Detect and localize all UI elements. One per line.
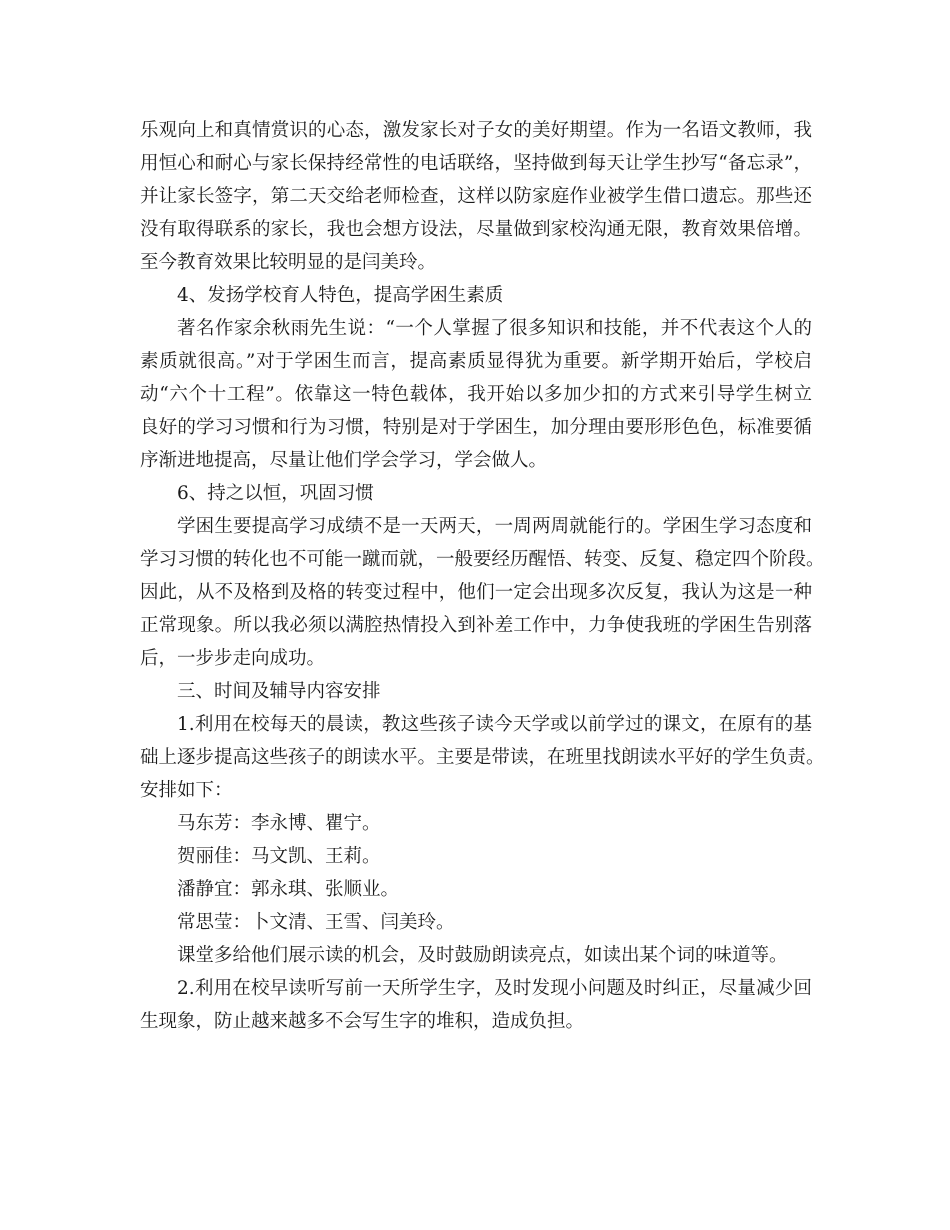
text-line: 著名作家余秋雨先生说：“一个人掌握了很多知识和技能，并不代表这个人的 [177, 318, 812, 339]
text-line: 1.利用在校每天的晨读，教这些孩子读今天学或以前学过的课文，在原有的基 [177, 714, 812, 735]
text-line: 学困生要提高学习成绩不是一天两天，一周两周就能行的。学困生学习态度和 [177, 516, 812, 537]
section-heading: 4、发扬学校育人特色，提高学困生素质 [177, 285, 504, 306]
heading-section-3 [140, 675, 812, 708]
text-line: 后，一步步走向成功。 [140, 648, 326, 669]
section-heading: 6、持之以恒，巩固习惯 [177, 483, 374, 504]
text-line: 至今教育效果比较明显的是闫美玲。 [140, 252, 437, 273]
section-heading: 三、时间及辅导内容安排 [177, 681, 381, 702]
text-line: 乐观向上和真情赏识的心态，激发家长对子女的美好期望。作为一名语文教师，我 [140, 120, 812, 141]
assignment-item [140, 807, 812, 840]
text-line: 础上逐步提高这些孩子的朗读水平。主要是带读，在班里找朗读水平好的学生负责。 [140, 747, 825, 768]
text-line: 学习习惯的转化也不可能一蹴而就，一般要经历醒悟、转变、反复、稳定四个阶段。 [140, 549, 825, 570]
assignment-item [140, 873, 812, 906]
assignment-line: 常思莹：卜文清、王雪、闫美玲。 [177, 912, 455, 933]
text-line: 课堂多给他们展示读的机会，及时鼓励朗读亮点，如读出某个词的味道等。 [177, 945, 788, 966]
assignment-line: 马东芳：李永博、瞿宁。 [177, 813, 381, 834]
assignment-line: 贺丽佳：马文凯、王莉。 [177, 846, 381, 867]
text-line: 正常现象。所以我必须以满腔热情投入到补差工作中，力争使我班的学困生告别落 [140, 615, 812, 636]
text-line: 动“六个十工程”。依靠这一特色载体，我开始以多加少扣的方式来引导学生树立 [140, 384, 812, 405]
text-line: 并让家长签字，第二天交给老师检查，这样以防家庭作业被学生借口遗忘。那些还 [140, 186, 812, 207]
assignment-item [140, 840, 812, 873]
paragraph-parent-communication [140, 114, 812, 279]
document-body [140, 114, 825, 1038]
heading-item-6 [140, 477, 812, 510]
text-line: 2.利用在校早读听写前一天所学生字，及时发现小问题及时纠正，尽量减少回 [177, 978, 812, 999]
text-line: 生现象，防止越来越多不会写生字的堆积，造成负担。 [140, 1011, 585, 1032]
assignment-line: 潘静宜：郭永琪、张顺业。 [177, 879, 400, 900]
text-line: 素质就很高。”对于学困生而言，提高素质显得犹为重要。新学期开始后，学校启 [140, 351, 812, 372]
assignment-item [140, 906, 812, 939]
text-line: 用恒心和耐心与家长保持经常性的电话联络，坚持做到每天让学生抄写“备忘录”， [140, 153, 812, 174]
paragraph-dictation [140, 972, 812, 1038]
paragraph-morning-reading [140, 708, 825, 807]
text-line: 安排如下： [140, 780, 233, 801]
text-line: 因此，从不及格到及格的转变过程中，他们一定会出现多次反复，我认为这是一种 [140, 582, 812, 603]
paragraph-persistence [140, 510, 825, 675]
text-line: 没有取得联系的家长，我也会想方设法，尽量做到家校沟通无限，教育效果倍增。 [140, 219, 812, 240]
text-line: 良好的学习习惯和行为习惯，特别是对于学困生，加分理由要形形色色，标准要循 [140, 417, 812, 438]
paragraph-classroom [140, 939, 812, 972]
text-line: 序渐进地提高，尽量让他们学会学习，学会做人。 [140, 450, 548, 471]
heading-item-4 [140, 279, 812, 312]
paragraph-quality [140, 312, 812, 477]
